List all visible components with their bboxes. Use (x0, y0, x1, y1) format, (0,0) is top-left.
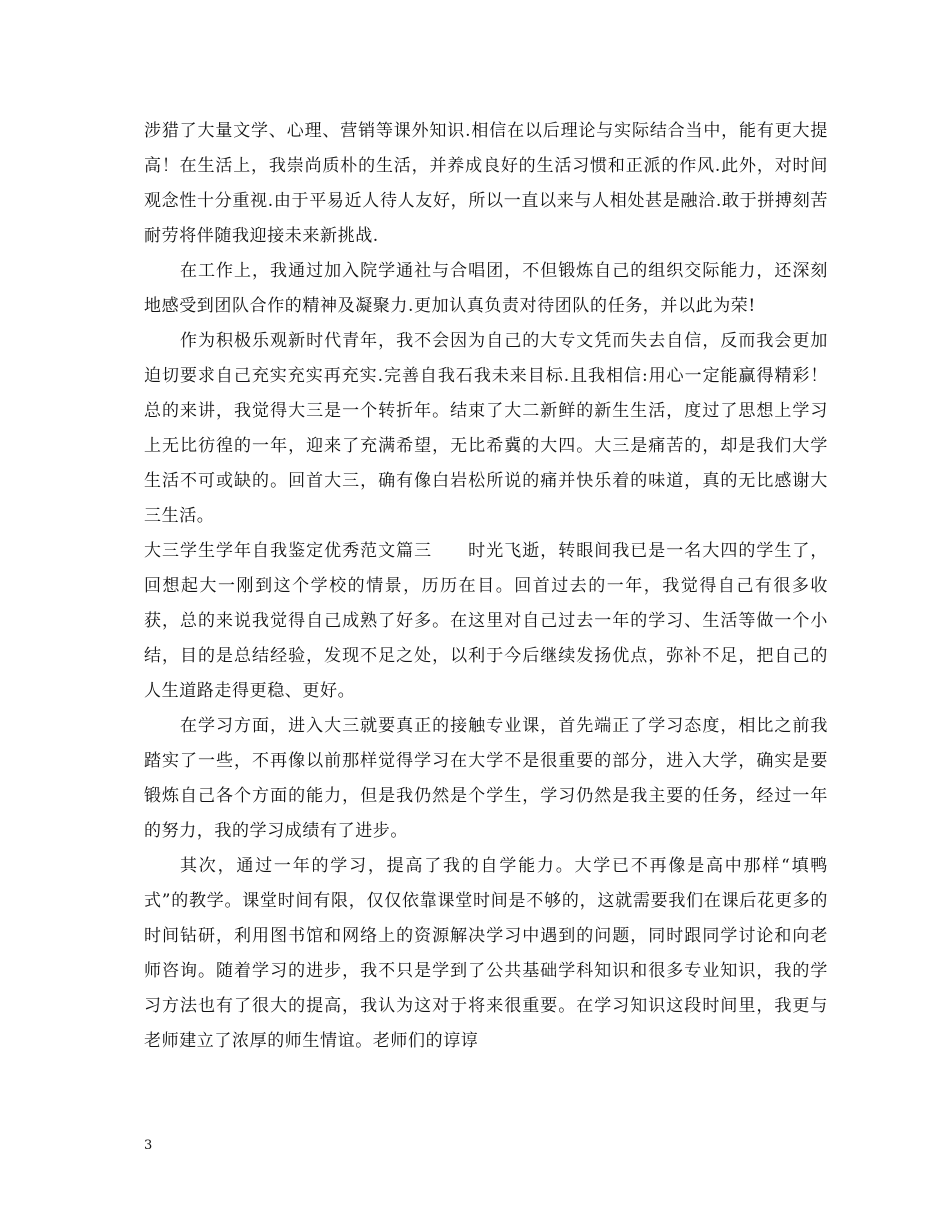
paragraph-1: 涉猎了大量文学、心理、营销等课外知识.相信在以后理论与实际结合当中，能有更大提高！在生活上，我崇尚质朴的生活，并养成良好的生活习惯和正派的作风.此外，对时间观念性十分重视.由于平易近人待人友好，所以一直以来与人相处甚是融洽.敢于拼搏刻苦耐劳将伴随我迎接未来新挑战. (144, 121, 828, 246)
paragraph-3: 作为积极乐观新时代青年，我不会因为自己的大专文凭而失去自信，反而我会更加迫切要求自己充实充实再充实.完善自我石我未来目标.且我相信:用心一定能赢得精彩！总的来讲，我觉得大三是一个转折年。结束了大二新鲜的新生生活，度过了思想上学习上无比彷徨的一年，迎来了充满希望，无比希冀的大四。大三是痛苦的，却是我们大学生活不可或缺的。回首大三，确有像白岩松所说的痛并快乐着的味道，真的无比感谢大三生活。 (144, 331, 828, 526)
page-number: 3 (144, 1138, 153, 1153)
document-body (144, 114, 828, 1059)
paragraph-2: 在工作上，我通过加入院学通社与合唱团，不但锻炼自己的组织交际能力，还深刻地感受到团队合作的精神及凝聚力.更加认真负责对待团队的任务，并以此为荣! (144, 261, 828, 316)
paragraph-5: 在学习方面，进入大三就要真正的接触专业课，首先端正了学习态度，相比之前我踏实了一些，不再像以前那样觉得学习在大学不是很重要的部分，进入大学，确实是要锻炼自己各个方面的能力，但是我仍然是个学生，学习仍然是我主要的任务，经过一年的努力，我的学习成绩有了进步。 (144, 716, 828, 841)
paragraph-4-section-start: 大三学生学年自我鉴定优秀范文篇三 时光飞逝，转眼间我已是一名大四的学生了，回想起大一刚到这个学校的情景，历历在目。回首过去的一年，我觉得自己有很多收获，总的来说我觉得自己成熟了好多。在这里对自己过去一年的学习、生活等做一个小结，目的是总结经验，发现不足之处，以利于今后继续发扬优点，弥补不足，把自己的人生道路走得更稳、更好。 (144, 541, 828, 701)
paragraph-6: 其次，通过一年的学习，提高了我的自学能力。大学已不再像是高中那样“填鸭式”的教学。课堂时间有限，仅仅依靠课堂时间是不够的，这就需要我们在课后花更多的时间钻研，利用图书馆和网络上的资源解决学习中遇到的问题，同时跟同学讨论和向老师咨询。随着学习的进步，我不只是学到了公共基础学科知识和很多专业知识，我的学习方法也有了很大的提高，我认为这对于将来很重要。在学习知识这段时间里，我更与老师建立了浓厚的师生情谊。老师们的谆谆 (144, 856, 828, 1051)
